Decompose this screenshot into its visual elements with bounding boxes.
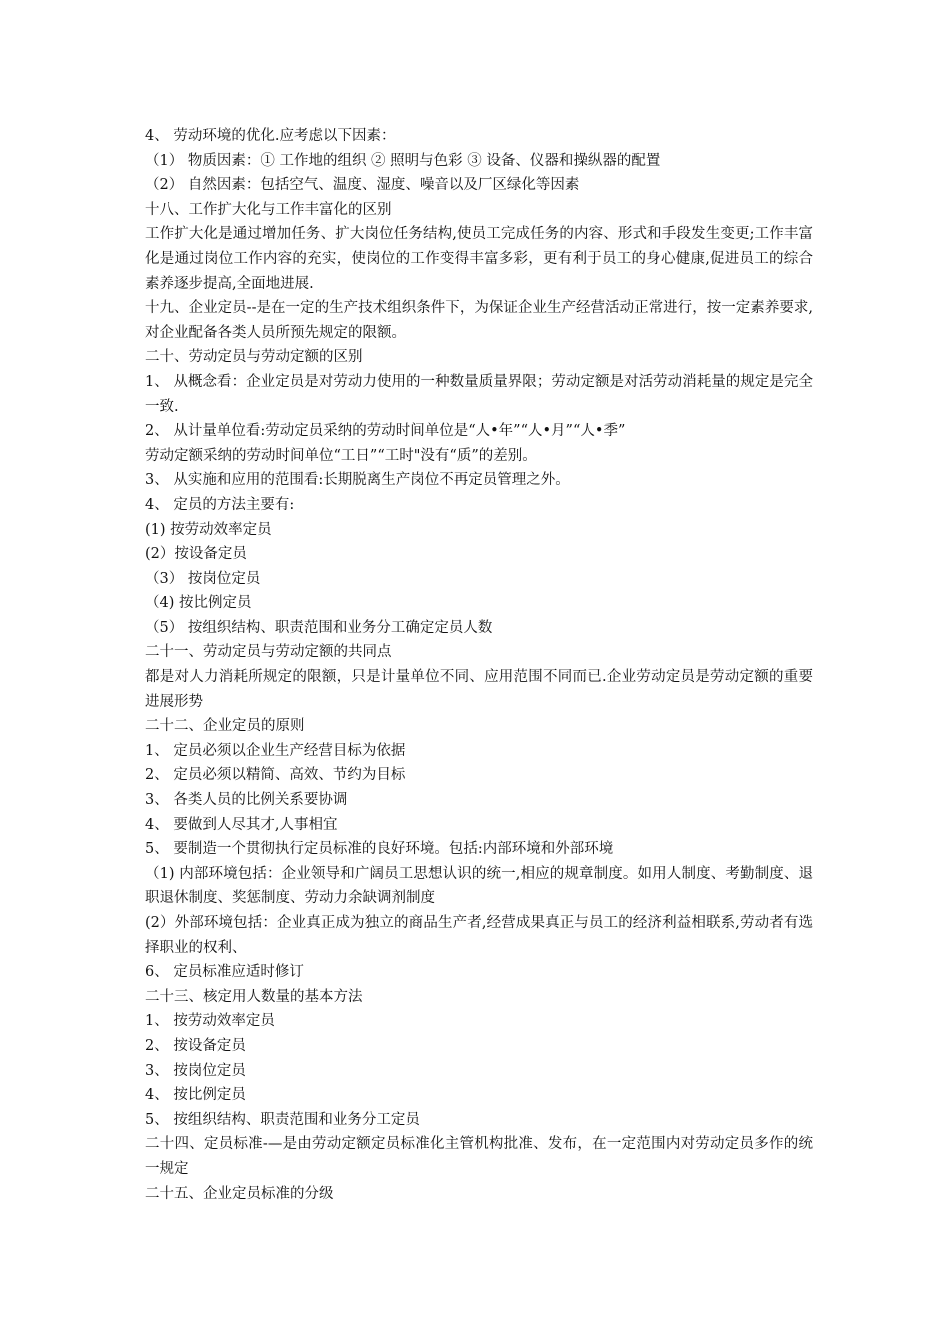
text-line: 劳动定额采纳的劳动时间单位“工日”“工时"没有“质”的差别。 [145,447,537,464]
section-heading: 二十四、定员标准-—是由劳动定额定员标准化主管机构批准、发布，在一定范围内对劳动定员多作的统一规定 [145,1136,813,1177]
section-heading: 二十二、企业定员的原则 [145,718,305,735]
list-item: 3、 各类人员的比例关系要协调 [145,792,348,809]
list-item: 4、 按比例定员 [145,1087,246,1104]
document-page [145,124,813,1206]
text-line: 1、 从概念看：企业定员是对劳动力使用的一种数量质量界限；劳动定额是对活劳动消耗量的规定是完全一致. [145,373,813,415]
text-line: （1） 物质因素：① 工作地的组织 ② 照明与色彩 ③ 设备、仪器和操纵器的配置 [145,152,661,169]
list-item: (1) 按劳动效率定员 [145,521,272,538]
section-heading: 二十一、劳动定员与劳动定额的共同点 [145,644,392,661]
text-line: 3、 从实施和应用的范围看:长期脱离生产岗位不再定员管理之外。 [145,472,570,489]
paragraph: 工作扩大化是通过增加任务、扩大岗位任务结构,使员工完成任务的内容、形式和手段发生变更;工作丰富化是通过岗位工作内容的充实，使岗位的工作变得丰富多彩，更有利于员工的身心健康,促进员工的综合素养逐步提高,全面地进展. [145,226,813,292]
list-item: 1、 定员必须以企业生产经营目标为依据 [145,742,406,759]
section-heading: 十九、企业定员--是在一定的生产技术组织条件下，为保证企业生产经营活动正常进行，按一定素养要求,对企业配备各类人员所预先规定的限额。 [145,300,813,341]
list-item: （5） 按组织结构、职责范围和业务分工确定定员人数 [145,619,493,636]
list-item: 1、 按劳动效率定员 [145,1013,275,1030]
list-item: 5、 按组织结构、职责范围和业务分工定员 [145,1111,420,1128]
list-item: 2、 按设备定员 [145,1037,246,1054]
text-line: 4、 定员的方法主要有: [145,496,295,513]
list-item: 3、 按岗位定员 [145,1062,246,1079]
text-line: （2） 自然因素：包括空气、温度、湿度、噪音以及厂区绿化等因素 [145,177,580,194]
list-item: 4、 要做到人尽其才,人事相宜 [145,816,338,833]
list-item: （4) 按比例定员 [145,595,252,612]
text-line: 2、 从计量单位看:劳动定员采纳的劳动时间单位是“人•年”“人•月”“人•季” [145,423,626,440]
list-item: 5、 要制造一个贯彻执行定员标准的良好环境。包括:内部环境和外部环境 [145,841,614,858]
section-heading: 十八、工作扩大化与工作丰富化的区别 [145,201,392,218]
section-heading: 二十、劳动定员与劳动定额的区别 [145,349,363,366]
paragraph: 都是对人力消耗所规定的限额，只是计量单位不同、应用范围不同而已.企业劳动定员是劳动定额的重要进展形势 [145,669,813,710]
section-heading: 二十三、核定用人数量的基本方法 [145,988,363,1005]
paragraph: （1) 内部环境包括：企业领导和广阔员工思想认识的统一,相应的规章制度。如用人制度、考勤制度、退职退休制度、奖惩制度、劳动力余缺调剂制度 [145,865,813,907]
list-item: （3） 按岗位定员 [145,570,261,587]
text-line: 4、 劳动环境的优化.应考虑以下因素： [145,128,396,144]
list-item: 2、 定员必须以精简、高效、节约为目标 [145,767,406,784]
paragraph: (2）外部环境包括：企业真正成为独立的商品生产者,经营成果真正与员工的经济利益相联系,劳动者有选择职业的权利、 [145,915,813,956]
list-item: (2）按设备定员 [145,546,247,563]
list-item: 6、 定员标准应适时修订 [145,964,304,981]
section-heading: 二十五、企业定员标准的分级 [145,1185,334,1202]
